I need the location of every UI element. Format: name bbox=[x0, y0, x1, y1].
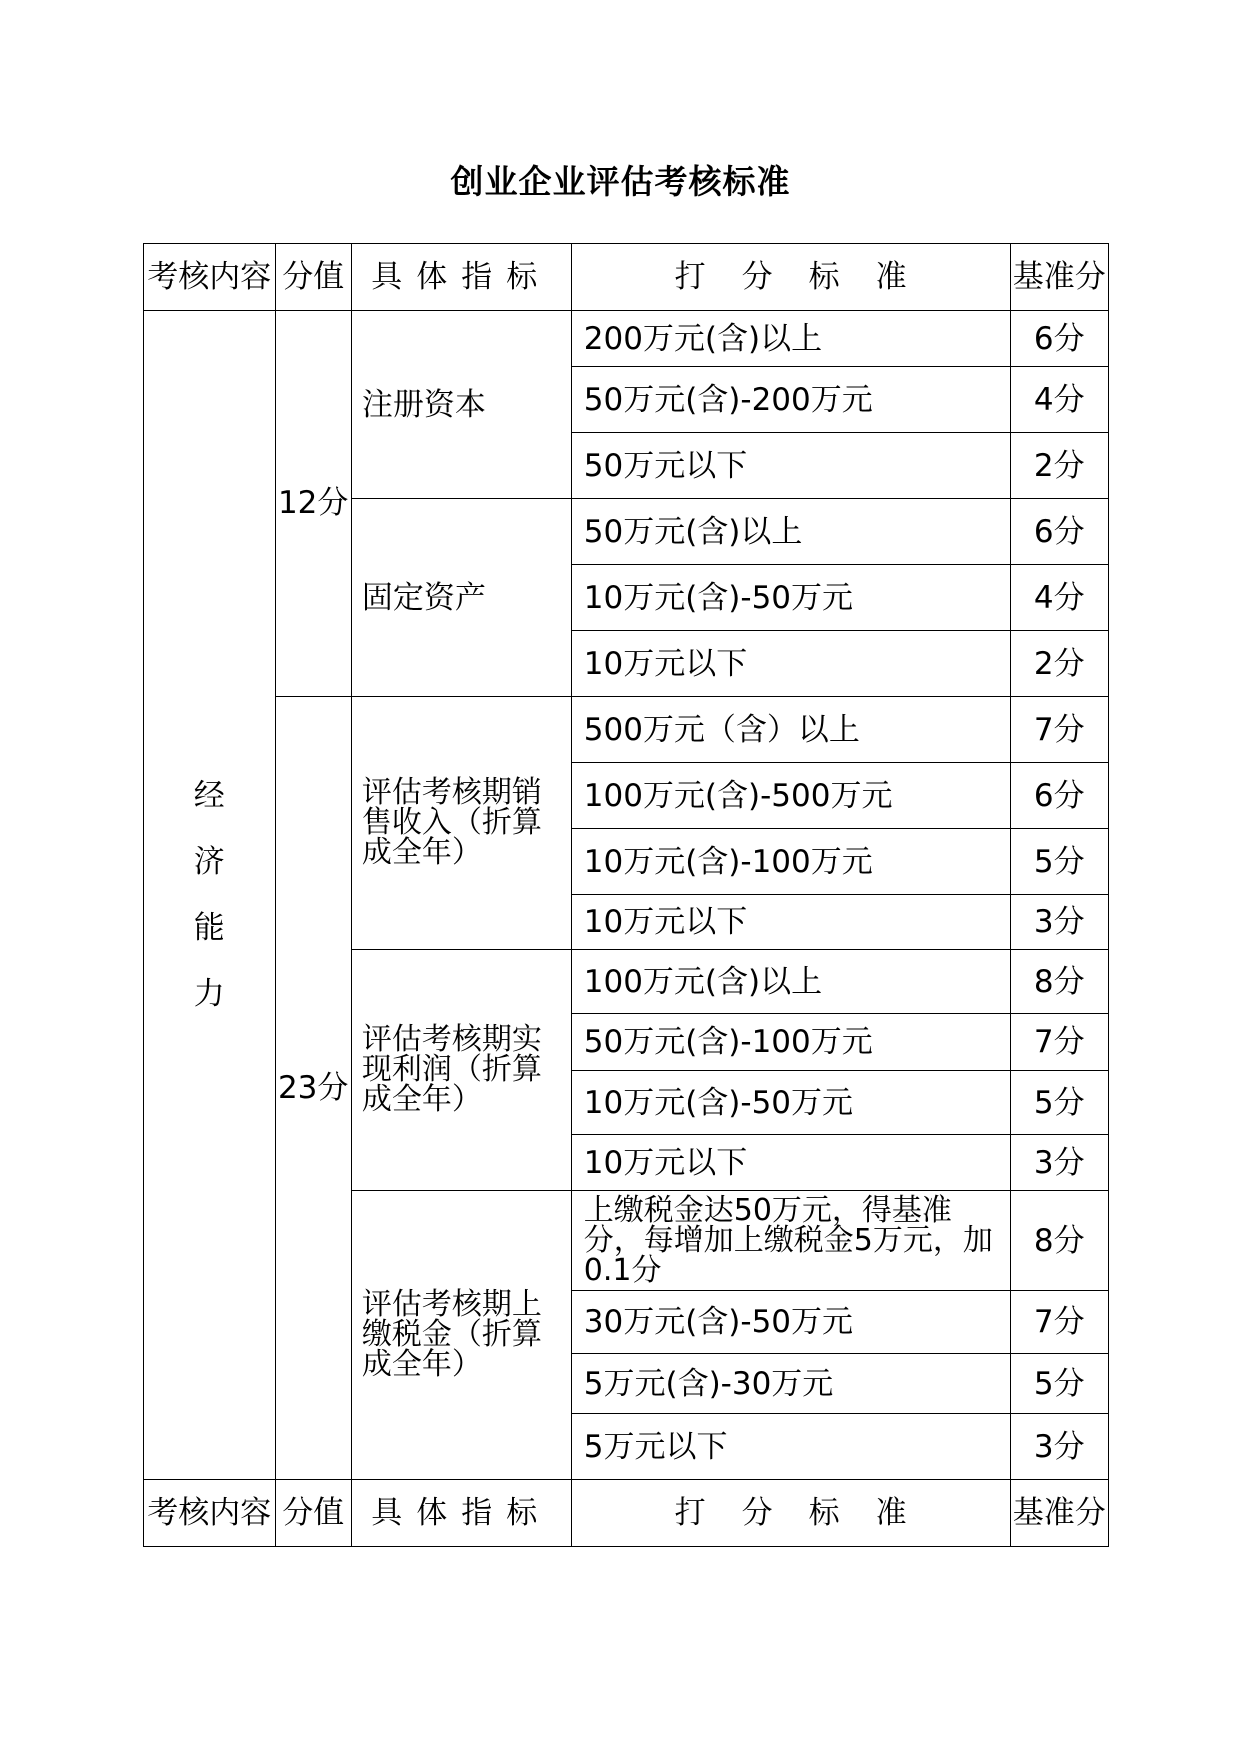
points-cell: 8分 bbox=[1010, 950, 1108, 1014]
points-cell: 6分 bbox=[1010, 763, 1108, 829]
indicator-cell: 评估考核期销售收入（折算成全年） bbox=[351, 697, 571, 950]
points-cell: 7分 bbox=[1010, 697, 1108, 763]
category-char: 济 bbox=[193, 844, 225, 880]
header-base: 基准分 bbox=[1010, 244, 1108, 311]
header-standard: 打分标准 bbox=[571, 244, 1010, 311]
header-indicator: 具体指标 bbox=[351, 244, 571, 311]
criterion-cell: 10万元以下 bbox=[571, 631, 1010, 697]
points-cell: 6分 bbox=[1010, 499, 1108, 565]
points-cell: 6分 bbox=[1010, 311, 1108, 367]
document-title: 创业企业评估考核标准 bbox=[450, 162, 791, 201]
criterion-cell: 5万元以下 bbox=[571, 1414, 1010, 1480]
points-cell: 5分 bbox=[1010, 829, 1108, 895]
points-cell: 8分 bbox=[1010, 1191, 1108, 1291]
criterion-cell: 10万元(含)-50万元 bbox=[571, 565, 1010, 631]
criterion-cell: 50万元以下 bbox=[571, 433, 1010, 499]
category-char: 力 bbox=[193, 976, 225, 1012]
points-cell: 3分 bbox=[1010, 1414, 1108, 1480]
points-cell: 5分 bbox=[1010, 1071, 1108, 1135]
assessment-table bbox=[143, 243, 1109, 1547]
category-char: 经 bbox=[193, 778, 225, 814]
points-cell: 3分 bbox=[1010, 895, 1108, 950]
header-indicator: 具体指标 bbox=[351, 1480, 571, 1547]
points-cell: 7分 bbox=[1010, 1014, 1108, 1071]
points-cell: 3分 bbox=[1010, 1135, 1108, 1191]
header-score: 分值 bbox=[275, 244, 351, 311]
criterion-cell: 200万元(含)以上 bbox=[571, 311, 1010, 367]
criterion-cell: 10万元以下 bbox=[571, 895, 1010, 950]
table-row bbox=[144, 311, 1109, 367]
header-base: 基准分 bbox=[1010, 1480, 1108, 1547]
criterion-cell: 上缴税金达50万元，得基准分，每增加上缴税金5万元，加0.1分 bbox=[571, 1191, 1010, 1291]
points-cell: 4分 bbox=[1010, 565, 1108, 631]
criterion-cell: 10万元(含)-100万元 bbox=[571, 829, 1010, 895]
category-cell bbox=[144, 311, 276, 1480]
indicator-cell: 评估考核期实现利润（折算成全年） bbox=[351, 950, 571, 1191]
criterion-cell: 10万元(含)-50万元 bbox=[571, 1071, 1010, 1135]
criterion-cell: 5万元(含)-30万元 bbox=[571, 1354, 1010, 1414]
indicator-cell: 评估考核期上缴税金（折算成全年） bbox=[351, 1191, 571, 1480]
table-header-row bbox=[144, 244, 1109, 311]
points-cell: 4分 bbox=[1010, 367, 1108, 433]
criterion-cell: 50万元(含)-100万元 bbox=[571, 1014, 1010, 1071]
indicator-cell: 注册资本 bbox=[351, 311, 571, 499]
group-score: 12分 bbox=[275, 311, 351, 697]
header-standard: 打分标准 bbox=[571, 1480, 1010, 1547]
indicator-cell: 固定资产 bbox=[351, 499, 571, 697]
points-cell: 7分 bbox=[1010, 1291, 1108, 1354]
criterion-cell: 500万元（含）以上 bbox=[571, 697, 1010, 763]
points-cell: 5分 bbox=[1010, 1354, 1108, 1414]
criterion-cell: 100万元(含)以上 bbox=[571, 950, 1010, 1014]
criterion-cell: 50万元(含)-200万元 bbox=[571, 367, 1010, 433]
criterion-cell: 10万元以下 bbox=[571, 1135, 1010, 1191]
criterion-cell: 100万元(含)-500万元 bbox=[571, 763, 1010, 829]
points-cell: 2分 bbox=[1010, 433, 1108, 499]
header-score: 分值 bbox=[275, 1480, 351, 1547]
category-char: 能 bbox=[193, 910, 225, 946]
points-cell: 2分 bbox=[1010, 631, 1108, 697]
header-content: 考核内容 bbox=[144, 1480, 276, 1547]
table-header-row-repeat bbox=[144, 1480, 1109, 1547]
header-content: 考核内容 bbox=[144, 244, 276, 311]
criterion-cell: 30万元(含)-50万元 bbox=[571, 1291, 1010, 1354]
table-row bbox=[144, 697, 1109, 763]
criterion-cell: 50万元(含)以上 bbox=[571, 499, 1010, 565]
group-score: 23分 bbox=[275, 697, 351, 1480]
